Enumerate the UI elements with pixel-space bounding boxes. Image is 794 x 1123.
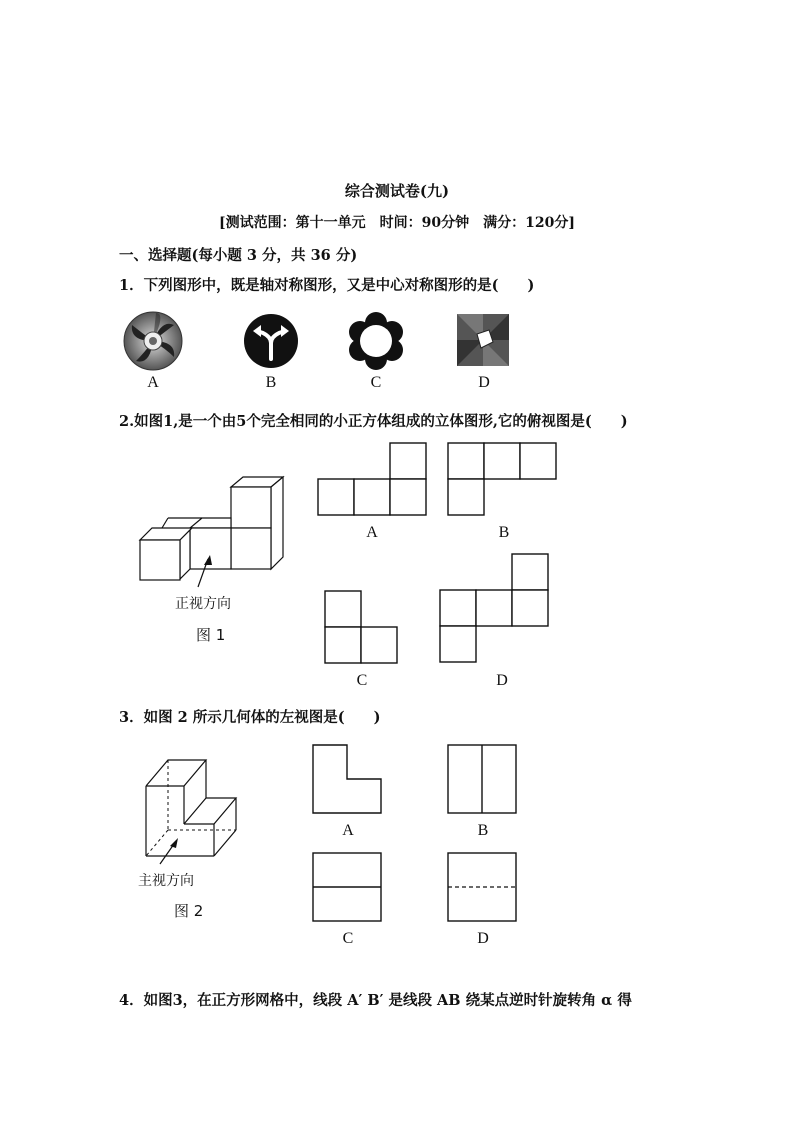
q3-option-c-label: C (342, 930, 354, 947)
q1-option-d-label: D (478, 374, 490, 391)
fork-arrow-sign-icon (243, 313, 299, 369)
q2-option-b-figure (447, 442, 559, 518)
q2-option-b-label: B (498, 524, 510, 541)
flower-ring-icon (347, 312, 405, 370)
figure-2-l-block (138, 758, 242, 868)
question-1-text: 1．下列图形中，既是轴对称图形，又是中心对称图形的是( ) (119, 277, 535, 294)
figure-2-caption: 图 2 (174, 902, 204, 920)
q3-option-d-label: D (477, 930, 489, 947)
figure-1-caption: 图 1 (196, 626, 226, 644)
swirl-disc-icon (122, 311, 184, 371)
question-4-text: 4．如图3，在正方形网格中，线段 A′ B′ 是线段 AB 绕某点逆时针旋转角 α 得 (119, 992, 632, 1009)
q3-option-a-label: A (342, 822, 354, 839)
q2-option-c-figure (324, 590, 400, 666)
pinwheel-square-icon (457, 314, 509, 366)
q1-option-c-label: C (370, 374, 382, 391)
figure-2-direction-label: 主视方向 (138, 873, 194, 889)
question-3-text: 3．如图 2 所示几何体的左视图是( ) (119, 709, 381, 726)
q2-option-d-label: D (496, 672, 508, 689)
q2-option-d-figure (438, 553, 550, 665)
q2-option-c-label: C (356, 672, 368, 689)
question-2-text: 2.如图1,是一个由5个完全相同的小正方体组成的立体图形,它的俯视图是( ) (119, 413, 628, 430)
q3-option-b-label: B (477, 822, 489, 839)
q2-option-a-figure (316, 442, 428, 518)
q2-option-a-label: A (366, 524, 378, 541)
test-scope: [测试范围：第十一单元 时间：90分钟 满分：120分] (219, 215, 575, 231)
page-title: 综合测试卷(九) (344, 182, 450, 200)
q3-option-c-figure (312, 852, 384, 924)
figure-1-direction-label: 正视方向 (175, 596, 231, 612)
q3-option-a-figure (312, 744, 384, 816)
q3-option-b-figure (447, 744, 519, 816)
section-heading: 一、选择题(每小题 3 分，共 36 分) (119, 247, 358, 264)
q3-option-d-figure (447, 852, 519, 924)
q1-option-b-label: B (265, 374, 277, 391)
figure-1-cube-stack (138, 475, 288, 585)
q1-option-a-label: A (147, 374, 159, 391)
